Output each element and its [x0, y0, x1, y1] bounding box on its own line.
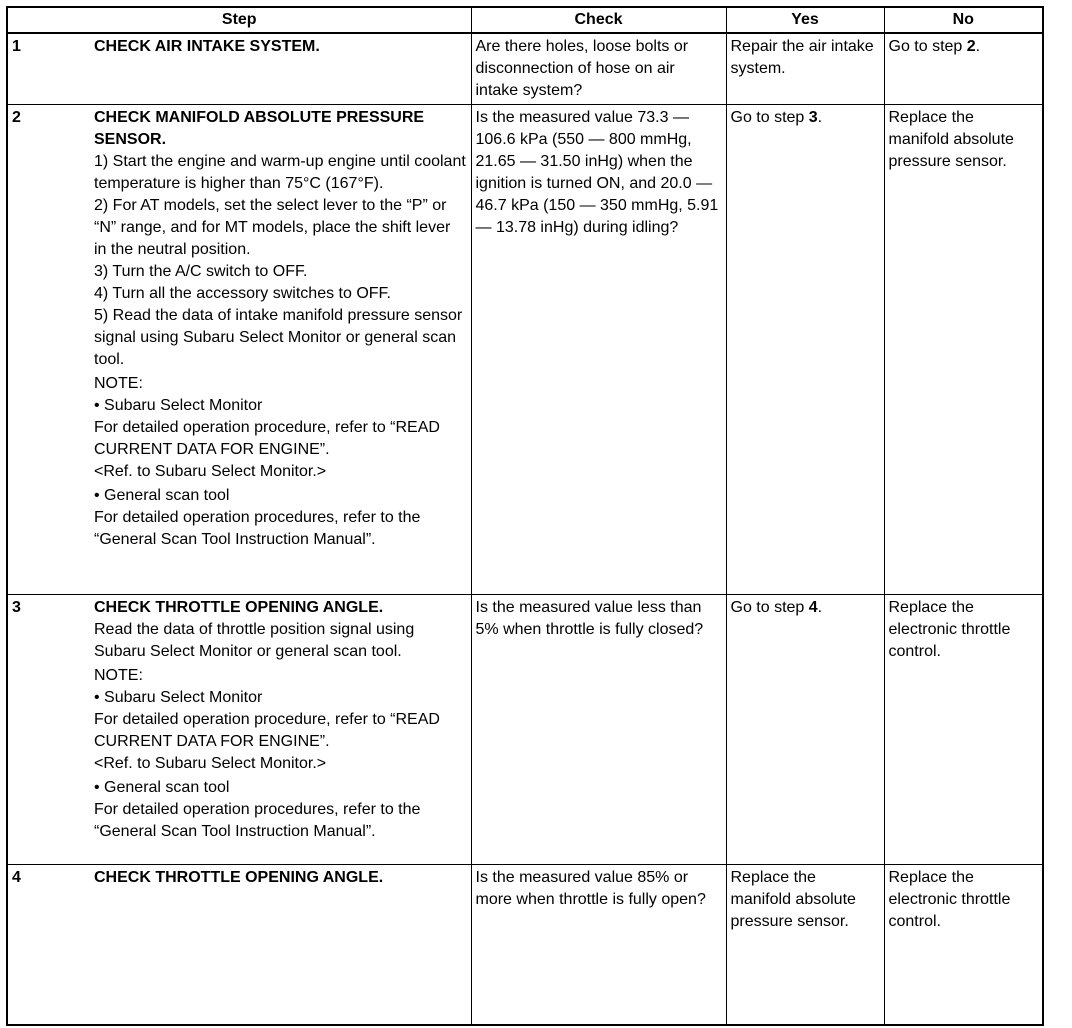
bullet-scan-tool: • General scan tool [94, 779, 230, 796]
no-cell: Replace the manifold absolute pressure sensor. [884, 105, 1043, 595]
next-step-number: 2 [966, 38, 976, 55]
yes-cell: Repair the air intake system. [726, 33, 884, 105]
header-yes: Yes [726, 7, 884, 33]
next-step-number: 4 [808, 599, 818, 616]
table-row [7, 865, 1043, 1025]
step-title: CHECK MANIFOLD ABSOLUTE PRESSURE SENSOR. [94, 109, 425, 148]
step-number: 1 [12, 38, 21, 55]
no-cell: Replace the electronic throttle control. [884, 595, 1043, 865]
yes-cell [726, 105, 884, 595]
yes-text: Go to step [730, 599, 809, 616]
header-no: No [884, 7, 1043, 33]
next-step-number: 3 [808, 109, 818, 126]
yes-suffix: . [817, 599, 823, 616]
step-cell [7, 865, 471, 1025]
step-cell [7, 105, 471, 595]
step-cell [7, 33, 471, 105]
procedure-item: 4) Turn all the accessory switches to OFF. [94, 285, 391, 302]
table-row [7, 105, 1043, 595]
scan-tool-instruction: For detailed operation procedures, refer to the “General Scan Tool Instruction Manual”. [94, 509, 421, 548]
table-header-row [7, 7, 1043, 33]
check-cell: Are there holes, loose bolts or disconnection of hose on air intake system? [471, 33, 726, 105]
step-title: CHECK AIR INTAKE SYSTEM. [94, 38, 320, 55]
check-cell: Is the measured value 73.3 — 106.6 kPa (550 — 800 mmHg, 21.65 — 31.50 inHg) when the ignition is turned ON, and 20.0 — 46.7 kPa (150 — 350 mmHg, 5.91 — 13.78 inHg) during idling? [471, 105, 726, 595]
bullet-ssm: • Subaru Select Monitor [94, 397, 263, 414]
step-number: 3 [12, 599, 21, 616]
procedure-item: 2) For AT models, set the select lever to the “P” or “N” range, and for MT models, place the shift lever in the neutral position. [94, 197, 451, 258]
step-title: CHECK THROTTLE OPENING ANGLE. [94, 599, 384, 616]
ssm-reference: <Ref. to Subaru Select Monitor.> [94, 463, 327, 480]
header-check: Check [471, 7, 726, 33]
ssm-instruction: For detailed operation procedure, refer to “READ CURRENT DATA FOR ENGINE”. [94, 711, 440, 750]
yes-suffix: . [817, 109, 823, 126]
diagnostic-table [6, 6, 1044, 1026]
no-cell [884, 33, 1043, 105]
no-text: Go to step [888, 38, 967, 55]
note-label: NOTE: [94, 375, 143, 392]
ssm-instruction: For detailed operation procedure, refer to “READ CURRENT DATA FOR ENGINE”. [94, 419, 440, 458]
no-suffix: . [975, 38, 981, 55]
table-row [7, 595, 1043, 865]
table-row [7, 33, 1043, 105]
check-cell: Is the measured value less than 5% when throttle is fully closed? [471, 595, 726, 865]
step-number: 4 [12, 869, 21, 886]
procedure-item: 5) Read the data of intake manifold pressure sensor signal using Subaru Select Monitor or general scan tool. [94, 307, 463, 368]
note-label: NOTE: [94, 667, 143, 684]
step-number: 2 [12, 109, 21, 126]
check-cell: Is the measured value 85% or more when throttle is fully open? [471, 865, 726, 1025]
procedure-item: 1) Start the engine and warm-up engine until coolant temperature is higher than 75°C (167°F). [94, 153, 466, 192]
bullet-ssm: • Subaru Select Monitor [94, 689, 263, 706]
yes-text: Go to step [730, 109, 809, 126]
step-title: CHECK THROTTLE OPENING ANGLE. [94, 869, 384, 886]
procedure-item: 3) Turn the A/C switch to OFF. [94, 263, 308, 280]
header-step: Step [7, 7, 471, 33]
step-cell [7, 595, 471, 865]
yes-cell [726, 595, 884, 865]
yes-cell: Replace the manifold absolute pressure sensor. [726, 865, 884, 1025]
bullet-scan-tool: • General scan tool [94, 487, 230, 504]
no-cell: Replace the electronic throttle control. [884, 865, 1043, 1025]
ssm-reference: <Ref. to Subaru Select Monitor.> [94, 755, 327, 772]
scan-tool-instruction: For detailed operation procedures, refer to the “General Scan Tool Instruction Manual”. [94, 801, 421, 840]
procedure-intro: Read the data of throttle position signal using Subaru Select Monitor or general scan tool. [94, 621, 415, 660]
